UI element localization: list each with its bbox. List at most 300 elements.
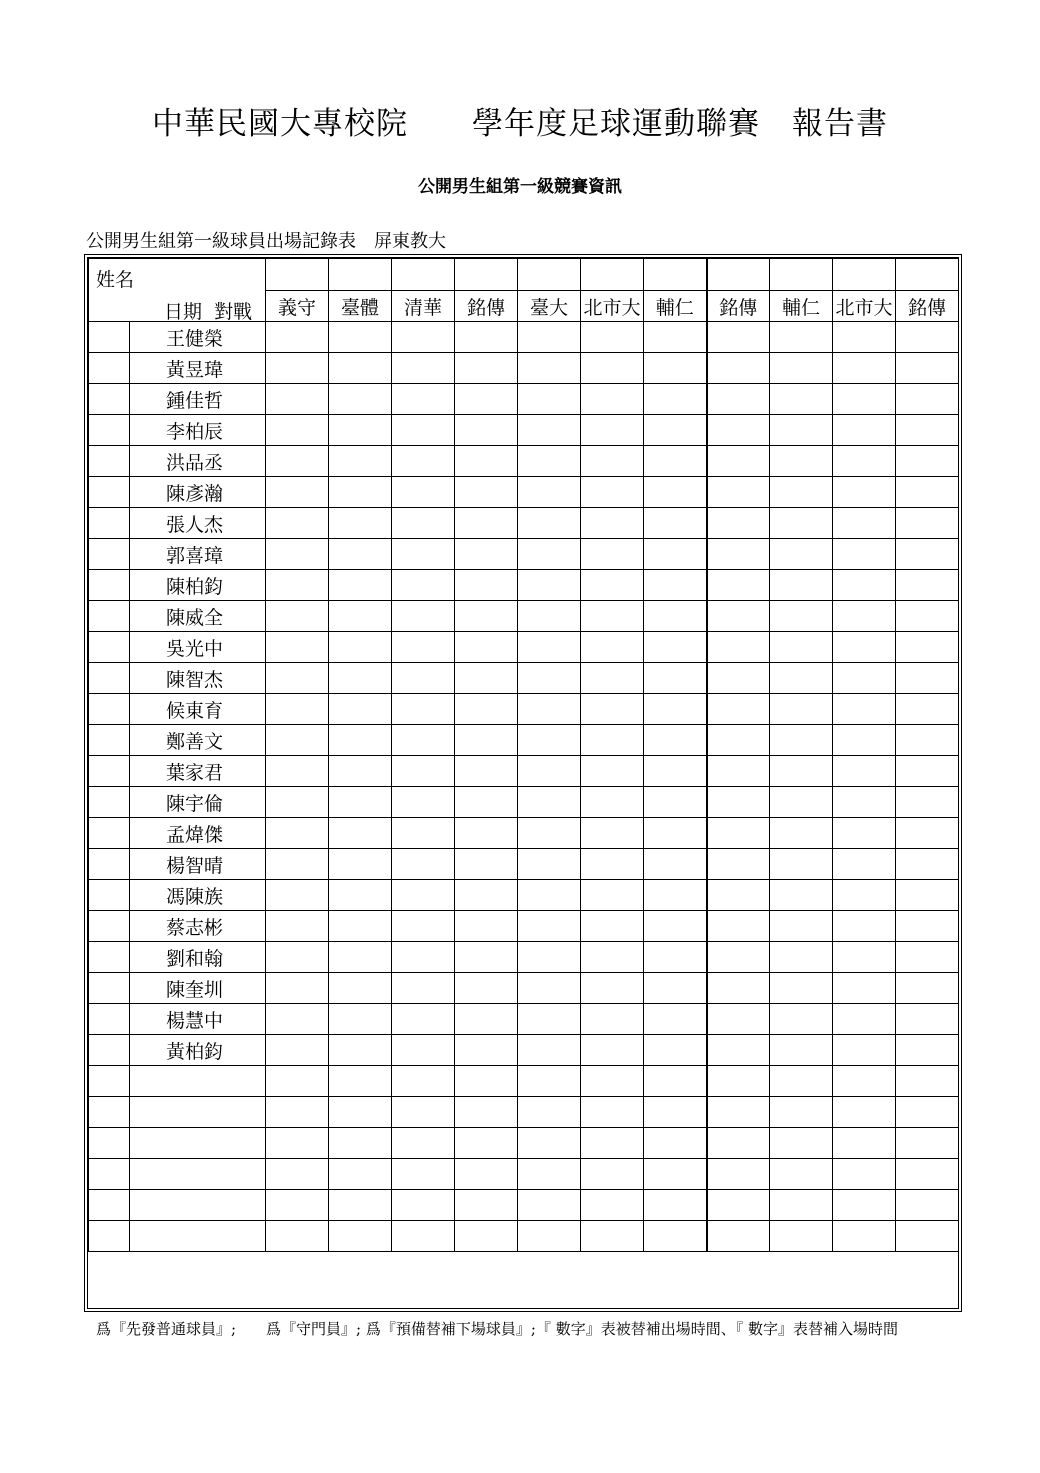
appearance-cell[interactable] bbox=[770, 477, 833, 508]
appearance-cell[interactable] bbox=[518, 818, 581, 849]
appearance-cell[interactable] bbox=[644, 880, 707, 911]
appearance-cell[interactable] bbox=[329, 849, 392, 880]
appearance-cell[interactable] bbox=[644, 1221, 707, 1252]
appearance-cell[interactable] bbox=[896, 818, 959, 849]
appearance-cell[interactable] bbox=[707, 942, 770, 973]
appearance-cell[interactable] bbox=[392, 973, 455, 1004]
appearance-cell[interactable] bbox=[329, 1190, 392, 1221]
appearance-cell[interactable] bbox=[770, 1004, 833, 1035]
appearance-cell[interactable] bbox=[896, 477, 959, 508]
appearance-cell[interactable] bbox=[644, 1159, 707, 1190]
appearance-cell[interactable] bbox=[329, 477, 392, 508]
appearance-cell[interactable] bbox=[581, 508, 644, 539]
appearance-cell[interactable] bbox=[707, 1035, 770, 1066]
appearance-cell[interactable] bbox=[644, 1004, 707, 1035]
appearance-cell[interactable] bbox=[644, 787, 707, 818]
appearance-cell[interactable] bbox=[644, 477, 707, 508]
appearance-cell[interactable] bbox=[455, 601, 518, 632]
appearance-cell[interactable] bbox=[329, 570, 392, 601]
appearance-cell[interactable] bbox=[266, 322, 329, 353]
appearance-cell[interactable] bbox=[392, 1159, 455, 1190]
appearance-cell[interactable] bbox=[644, 973, 707, 1004]
appearance-cell[interactable] bbox=[455, 539, 518, 570]
status-mark-cell[interactable] bbox=[89, 1035, 130, 1066]
appearance-cell[interactable] bbox=[707, 694, 770, 725]
appearance-cell[interactable] bbox=[707, 1190, 770, 1221]
appearance-cell[interactable] bbox=[644, 849, 707, 880]
appearance-cell[interactable] bbox=[392, 880, 455, 911]
status-mark-cell[interactable] bbox=[89, 1066, 130, 1097]
status-mark-cell[interactable] bbox=[89, 787, 130, 818]
appearance-cell[interactable] bbox=[833, 384, 896, 415]
appearance-cell[interactable] bbox=[896, 446, 959, 477]
appearance-cell[interactable] bbox=[770, 384, 833, 415]
appearance-cell[interactable] bbox=[644, 1097, 707, 1128]
appearance-cell[interactable] bbox=[581, 880, 644, 911]
appearance-cell[interactable] bbox=[707, 663, 770, 694]
appearance-cell[interactable] bbox=[455, 849, 518, 880]
appearance-cell[interactable] bbox=[770, 446, 833, 477]
appearance-cell[interactable] bbox=[581, 539, 644, 570]
appearance-cell[interactable] bbox=[455, 353, 518, 384]
appearance-cell[interactable] bbox=[644, 756, 707, 787]
appearance-cell[interactable] bbox=[644, 415, 707, 446]
appearance-cell[interactable] bbox=[707, 880, 770, 911]
appearance-cell[interactable] bbox=[518, 1097, 581, 1128]
appearance-cell[interactable] bbox=[329, 1159, 392, 1190]
appearance-cell[interactable] bbox=[266, 384, 329, 415]
appearance-cell[interactable] bbox=[266, 1035, 329, 1066]
appearance-cell[interactable] bbox=[896, 663, 959, 694]
appearance-cell[interactable] bbox=[581, 818, 644, 849]
appearance-cell[interactable] bbox=[896, 353, 959, 384]
status-mark-cell[interactable] bbox=[89, 1097, 130, 1128]
appearance-cell[interactable] bbox=[896, 1221, 959, 1252]
appearance-cell[interactable] bbox=[518, 322, 581, 353]
appearance-cell[interactable] bbox=[518, 632, 581, 663]
appearance-cell[interactable] bbox=[896, 880, 959, 911]
appearance-cell[interactable] bbox=[392, 322, 455, 353]
appearance-cell[interactable] bbox=[644, 601, 707, 632]
appearance-cell[interactable] bbox=[644, 694, 707, 725]
status-mark-cell[interactable] bbox=[89, 477, 130, 508]
appearance-cell[interactable] bbox=[518, 880, 581, 911]
appearance-cell[interactable] bbox=[518, 508, 581, 539]
appearance-cell[interactable] bbox=[833, 446, 896, 477]
appearance-cell[interactable] bbox=[770, 725, 833, 756]
appearance-cell[interactable] bbox=[266, 1159, 329, 1190]
appearance-cell[interactable] bbox=[518, 384, 581, 415]
appearance-cell[interactable] bbox=[455, 1035, 518, 1066]
status-mark-cell[interactable] bbox=[89, 725, 130, 756]
appearance-cell[interactable] bbox=[581, 725, 644, 756]
appearance-cell[interactable] bbox=[581, 1004, 644, 1035]
appearance-cell[interactable] bbox=[896, 322, 959, 353]
appearance-cell[interactable] bbox=[392, 601, 455, 632]
appearance-cell[interactable] bbox=[581, 446, 644, 477]
appearance-cell[interactable] bbox=[770, 415, 833, 446]
appearance-cell[interactable] bbox=[266, 911, 329, 942]
status-mark-cell[interactable] bbox=[89, 849, 130, 880]
appearance-cell[interactable] bbox=[266, 601, 329, 632]
status-mark-cell[interactable] bbox=[89, 818, 130, 849]
appearance-cell[interactable] bbox=[455, 942, 518, 973]
appearance-cell[interactable] bbox=[581, 973, 644, 1004]
status-mark-cell[interactable] bbox=[89, 353, 130, 384]
appearance-cell[interactable] bbox=[581, 942, 644, 973]
appearance-cell[interactable] bbox=[392, 632, 455, 663]
appearance-cell[interactable] bbox=[518, 539, 581, 570]
appearance-cell[interactable] bbox=[581, 911, 644, 942]
appearance-cell[interactable] bbox=[896, 1035, 959, 1066]
appearance-cell[interactable] bbox=[644, 570, 707, 601]
appearance-cell[interactable] bbox=[581, 1066, 644, 1097]
appearance-cell[interactable] bbox=[266, 880, 329, 911]
appearance-cell[interactable] bbox=[329, 632, 392, 663]
appearance-cell[interactable] bbox=[833, 911, 896, 942]
appearance-cell[interactable] bbox=[329, 1035, 392, 1066]
appearance-cell[interactable] bbox=[329, 384, 392, 415]
appearance-cell[interactable] bbox=[392, 942, 455, 973]
appearance-cell[interactable] bbox=[518, 942, 581, 973]
appearance-cell[interactable] bbox=[707, 756, 770, 787]
appearance-cell[interactable] bbox=[455, 818, 518, 849]
appearance-cell[interactable] bbox=[455, 787, 518, 818]
appearance-cell[interactable] bbox=[518, 849, 581, 880]
appearance-cell[interactable] bbox=[392, 415, 455, 446]
appearance-cell[interactable] bbox=[266, 1004, 329, 1035]
appearance-cell[interactable] bbox=[455, 694, 518, 725]
appearance-cell[interactable] bbox=[455, 911, 518, 942]
appearance-cell[interactable] bbox=[518, 415, 581, 446]
appearance-cell[interactable] bbox=[455, 632, 518, 663]
appearance-cell[interactable] bbox=[896, 384, 959, 415]
appearance-cell[interactable] bbox=[455, 477, 518, 508]
appearance-cell[interactable] bbox=[266, 415, 329, 446]
appearance-cell[interactable] bbox=[896, 1097, 959, 1128]
appearance-cell[interactable] bbox=[392, 694, 455, 725]
appearance-cell[interactable] bbox=[644, 663, 707, 694]
appearance-cell[interactable] bbox=[644, 632, 707, 663]
appearance-cell[interactable] bbox=[329, 1128, 392, 1159]
appearance-cell[interactable] bbox=[392, 1221, 455, 1252]
appearance-cell[interactable] bbox=[266, 818, 329, 849]
appearance-cell[interactable] bbox=[518, 1221, 581, 1252]
appearance-cell[interactable] bbox=[833, 973, 896, 1004]
appearance-cell[interactable] bbox=[770, 322, 833, 353]
appearance-cell[interactable] bbox=[581, 570, 644, 601]
appearance-cell[interactable] bbox=[329, 353, 392, 384]
appearance-cell[interactable] bbox=[455, 415, 518, 446]
appearance-cell[interactable] bbox=[518, 601, 581, 632]
appearance-cell[interactable] bbox=[518, 353, 581, 384]
appearance-cell[interactable] bbox=[833, 1221, 896, 1252]
appearance-cell[interactable] bbox=[392, 1035, 455, 1066]
status-mark-cell[interactable] bbox=[89, 415, 130, 446]
appearance-cell[interactable] bbox=[896, 1159, 959, 1190]
appearance-cell[interactable] bbox=[518, 570, 581, 601]
appearance-cell[interactable] bbox=[392, 663, 455, 694]
appearance-cell[interactable] bbox=[833, 787, 896, 818]
appearance-cell[interactable] bbox=[266, 570, 329, 601]
appearance-cell[interactable] bbox=[329, 322, 392, 353]
appearance-cell[interactable] bbox=[644, 1128, 707, 1159]
appearance-cell[interactable] bbox=[833, 663, 896, 694]
appearance-cell[interactable] bbox=[833, 570, 896, 601]
appearance-cell[interactable] bbox=[644, 539, 707, 570]
status-mark-cell[interactable] bbox=[89, 1190, 130, 1221]
appearance-cell[interactable] bbox=[266, 694, 329, 725]
appearance-cell[interactable] bbox=[581, 384, 644, 415]
appearance-cell[interactable] bbox=[707, 353, 770, 384]
appearance-cell[interactable] bbox=[392, 353, 455, 384]
appearance-cell[interactable] bbox=[329, 1221, 392, 1252]
appearance-cell[interactable] bbox=[581, 601, 644, 632]
appearance-cell[interactable] bbox=[833, 1190, 896, 1221]
appearance-cell[interactable] bbox=[518, 1159, 581, 1190]
appearance-cell[interactable] bbox=[770, 1159, 833, 1190]
appearance-cell[interactable] bbox=[644, 353, 707, 384]
appearance-cell[interactable] bbox=[896, 756, 959, 787]
appearance-cell[interactable] bbox=[833, 818, 896, 849]
appearance-cell[interactable] bbox=[266, 973, 329, 1004]
appearance-cell[interactable] bbox=[392, 1128, 455, 1159]
appearance-cell[interactable] bbox=[770, 353, 833, 384]
appearance-cell[interactable] bbox=[833, 1035, 896, 1066]
appearance-cell[interactable] bbox=[266, 663, 329, 694]
appearance-cell[interactable] bbox=[266, 942, 329, 973]
appearance-cell[interactable] bbox=[644, 322, 707, 353]
status-mark-cell[interactable] bbox=[89, 663, 130, 694]
appearance-cell[interactable] bbox=[770, 942, 833, 973]
appearance-cell[interactable] bbox=[770, 973, 833, 1004]
appearance-cell[interactable] bbox=[896, 1066, 959, 1097]
appearance-cell[interactable] bbox=[329, 1097, 392, 1128]
appearance-cell[interactable] bbox=[644, 1190, 707, 1221]
appearance-cell[interactable] bbox=[833, 632, 896, 663]
appearance-cell[interactable] bbox=[644, 446, 707, 477]
appearance-cell[interactable] bbox=[266, 508, 329, 539]
appearance-cell[interactable] bbox=[329, 1004, 392, 1035]
status-mark-cell[interactable] bbox=[89, 508, 130, 539]
appearance-cell[interactable] bbox=[518, 477, 581, 508]
appearance-cell[interactable] bbox=[707, 384, 770, 415]
appearance-cell[interactable] bbox=[392, 539, 455, 570]
appearance-cell[interactable] bbox=[644, 508, 707, 539]
status-mark-cell[interactable] bbox=[89, 322, 130, 353]
appearance-cell[interactable] bbox=[707, 849, 770, 880]
appearance-cell[interactable] bbox=[455, 1128, 518, 1159]
appearance-cell[interactable] bbox=[329, 880, 392, 911]
status-mark-cell[interactable] bbox=[89, 756, 130, 787]
appearance-cell[interactable] bbox=[518, 756, 581, 787]
appearance-cell[interactable] bbox=[833, 539, 896, 570]
appearance-cell[interactable] bbox=[266, 756, 329, 787]
appearance-cell[interactable] bbox=[833, 477, 896, 508]
appearance-cell[interactable] bbox=[896, 787, 959, 818]
appearance-cell[interactable] bbox=[707, 818, 770, 849]
appearance-cell[interactable] bbox=[896, 1128, 959, 1159]
appearance-cell[interactable] bbox=[707, 973, 770, 1004]
appearance-cell[interactable] bbox=[896, 942, 959, 973]
status-mark-cell[interactable] bbox=[89, 880, 130, 911]
appearance-cell[interactable] bbox=[707, 1066, 770, 1097]
appearance-cell[interactable] bbox=[896, 601, 959, 632]
appearance-cell[interactable] bbox=[770, 1221, 833, 1252]
appearance-cell[interactable] bbox=[392, 787, 455, 818]
appearance-cell[interactable] bbox=[896, 1190, 959, 1221]
appearance-cell[interactable] bbox=[518, 694, 581, 725]
appearance-cell[interactable] bbox=[392, 725, 455, 756]
appearance-cell[interactable] bbox=[770, 911, 833, 942]
appearance-cell[interactable] bbox=[707, 322, 770, 353]
appearance-cell[interactable] bbox=[581, 1159, 644, 1190]
appearance-cell[interactable] bbox=[392, 1190, 455, 1221]
appearance-cell[interactable] bbox=[833, 1004, 896, 1035]
appearance-cell[interactable] bbox=[833, 322, 896, 353]
appearance-cell[interactable] bbox=[581, 477, 644, 508]
appearance-cell[interactable] bbox=[833, 725, 896, 756]
appearance-cell[interactable] bbox=[833, 353, 896, 384]
appearance-cell[interactable] bbox=[455, 384, 518, 415]
appearance-cell[interactable] bbox=[329, 756, 392, 787]
appearance-cell[interactable] bbox=[770, 539, 833, 570]
appearance-cell[interactable] bbox=[392, 1004, 455, 1035]
appearance-cell[interactable] bbox=[770, 1097, 833, 1128]
status-mark-cell[interactable] bbox=[89, 1159, 130, 1190]
appearance-cell[interactable] bbox=[770, 1066, 833, 1097]
appearance-cell[interactable] bbox=[455, 756, 518, 787]
status-mark-cell[interactable] bbox=[89, 446, 130, 477]
appearance-cell[interactable] bbox=[707, 632, 770, 663]
appearance-cell[interactable] bbox=[392, 1097, 455, 1128]
appearance-cell[interactable] bbox=[581, 1097, 644, 1128]
appearance-cell[interactable] bbox=[518, 663, 581, 694]
appearance-cell[interactable] bbox=[266, 1190, 329, 1221]
appearance-cell[interactable] bbox=[518, 1035, 581, 1066]
appearance-cell[interactable] bbox=[833, 880, 896, 911]
appearance-cell[interactable] bbox=[581, 756, 644, 787]
appearance-cell[interactable] bbox=[392, 477, 455, 508]
appearance-cell[interactable] bbox=[644, 911, 707, 942]
appearance-cell[interactable] bbox=[455, 570, 518, 601]
appearance-cell[interactable] bbox=[266, 725, 329, 756]
appearance-cell[interactable] bbox=[455, 1221, 518, 1252]
appearance-cell[interactable] bbox=[455, 725, 518, 756]
appearance-cell[interactable] bbox=[644, 384, 707, 415]
appearance-cell[interactable] bbox=[833, 942, 896, 973]
appearance-cell[interactable] bbox=[707, 911, 770, 942]
appearance-cell[interactable] bbox=[518, 1128, 581, 1159]
appearance-cell[interactable] bbox=[266, 539, 329, 570]
appearance-cell[interactable] bbox=[707, 787, 770, 818]
appearance-cell[interactable] bbox=[707, 415, 770, 446]
appearance-cell[interactable] bbox=[833, 601, 896, 632]
appearance-cell[interactable] bbox=[707, 1128, 770, 1159]
status-mark-cell[interactable] bbox=[89, 632, 130, 663]
appearance-cell[interactable] bbox=[329, 415, 392, 446]
appearance-cell[interactable] bbox=[266, 1221, 329, 1252]
appearance-cell[interactable] bbox=[329, 725, 392, 756]
appearance-cell[interactable] bbox=[581, 1190, 644, 1221]
appearance-cell[interactable] bbox=[581, 663, 644, 694]
appearance-cell[interactable] bbox=[455, 973, 518, 1004]
appearance-cell[interactable] bbox=[266, 477, 329, 508]
appearance-cell[interactable] bbox=[518, 1190, 581, 1221]
status-mark-cell[interactable] bbox=[89, 601, 130, 632]
appearance-cell[interactable] bbox=[707, 508, 770, 539]
appearance-cell[interactable] bbox=[896, 911, 959, 942]
appearance-cell[interactable] bbox=[770, 1128, 833, 1159]
appearance-cell[interactable] bbox=[770, 849, 833, 880]
appearance-cell[interactable] bbox=[518, 725, 581, 756]
appearance-cell[interactable] bbox=[266, 787, 329, 818]
appearance-cell[interactable] bbox=[329, 787, 392, 818]
appearance-cell[interactable] bbox=[455, 1066, 518, 1097]
appearance-cell[interactable] bbox=[455, 446, 518, 477]
appearance-cell[interactable] bbox=[707, 477, 770, 508]
appearance-cell[interactable] bbox=[518, 973, 581, 1004]
appearance-cell[interactable] bbox=[896, 1004, 959, 1035]
appearance-cell[interactable] bbox=[833, 1128, 896, 1159]
appearance-cell[interactable] bbox=[896, 973, 959, 1004]
appearance-cell[interactable] bbox=[833, 1097, 896, 1128]
appearance-cell[interactable] bbox=[581, 787, 644, 818]
appearance-cell[interactable] bbox=[896, 725, 959, 756]
appearance-cell[interactable] bbox=[392, 384, 455, 415]
appearance-cell[interactable] bbox=[707, 1159, 770, 1190]
appearance-cell[interactable] bbox=[707, 539, 770, 570]
appearance-cell[interactable] bbox=[455, 1097, 518, 1128]
appearance-cell[interactable] bbox=[896, 632, 959, 663]
appearance-cell[interactable] bbox=[266, 1128, 329, 1159]
appearance-cell[interactable] bbox=[833, 1159, 896, 1190]
appearance-cell[interactable] bbox=[329, 694, 392, 725]
appearance-cell[interactable] bbox=[896, 539, 959, 570]
appearance-cell[interactable] bbox=[896, 415, 959, 446]
appearance-cell[interactable] bbox=[833, 415, 896, 446]
appearance-cell[interactable] bbox=[833, 756, 896, 787]
appearance-cell[interactable] bbox=[518, 787, 581, 818]
appearance-cell[interactable] bbox=[770, 632, 833, 663]
appearance-cell[interactable] bbox=[455, 1190, 518, 1221]
appearance-cell[interactable] bbox=[518, 911, 581, 942]
appearance-cell[interactable] bbox=[581, 1221, 644, 1252]
appearance-cell[interactable] bbox=[455, 1159, 518, 1190]
appearance-cell[interactable] bbox=[455, 322, 518, 353]
appearance-cell[interactable] bbox=[329, 539, 392, 570]
status-mark-cell[interactable] bbox=[89, 694, 130, 725]
status-mark-cell[interactable] bbox=[89, 539, 130, 570]
appearance-cell[interactable] bbox=[707, 1004, 770, 1035]
status-mark-cell[interactable] bbox=[89, 942, 130, 973]
appearance-cell[interactable] bbox=[329, 911, 392, 942]
appearance-cell[interactable] bbox=[329, 446, 392, 477]
appearance-cell[interactable] bbox=[455, 508, 518, 539]
appearance-cell[interactable] bbox=[833, 1066, 896, 1097]
appearance-cell[interactable] bbox=[644, 1066, 707, 1097]
appearance-cell[interactable] bbox=[392, 911, 455, 942]
status-mark-cell[interactable] bbox=[89, 911, 130, 942]
appearance-cell[interactable] bbox=[518, 446, 581, 477]
appearance-cell[interactable] bbox=[581, 415, 644, 446]
appearance-cell[interactable] bbox=[707, 725, 770, 756]
appearance-cell[interactable] bbox=[770, 663, 833, 694]
appearance-cell[interactable] bbox=[644, 818, 707, 849]
appearance-cell[interactable] bbox=[770, 787, 833, 818]
appearance-cell[interactable] bbox=[896, 570, 959, 601]
appearance-cell[interactable] bbox=[329, 663, 392, 694]
